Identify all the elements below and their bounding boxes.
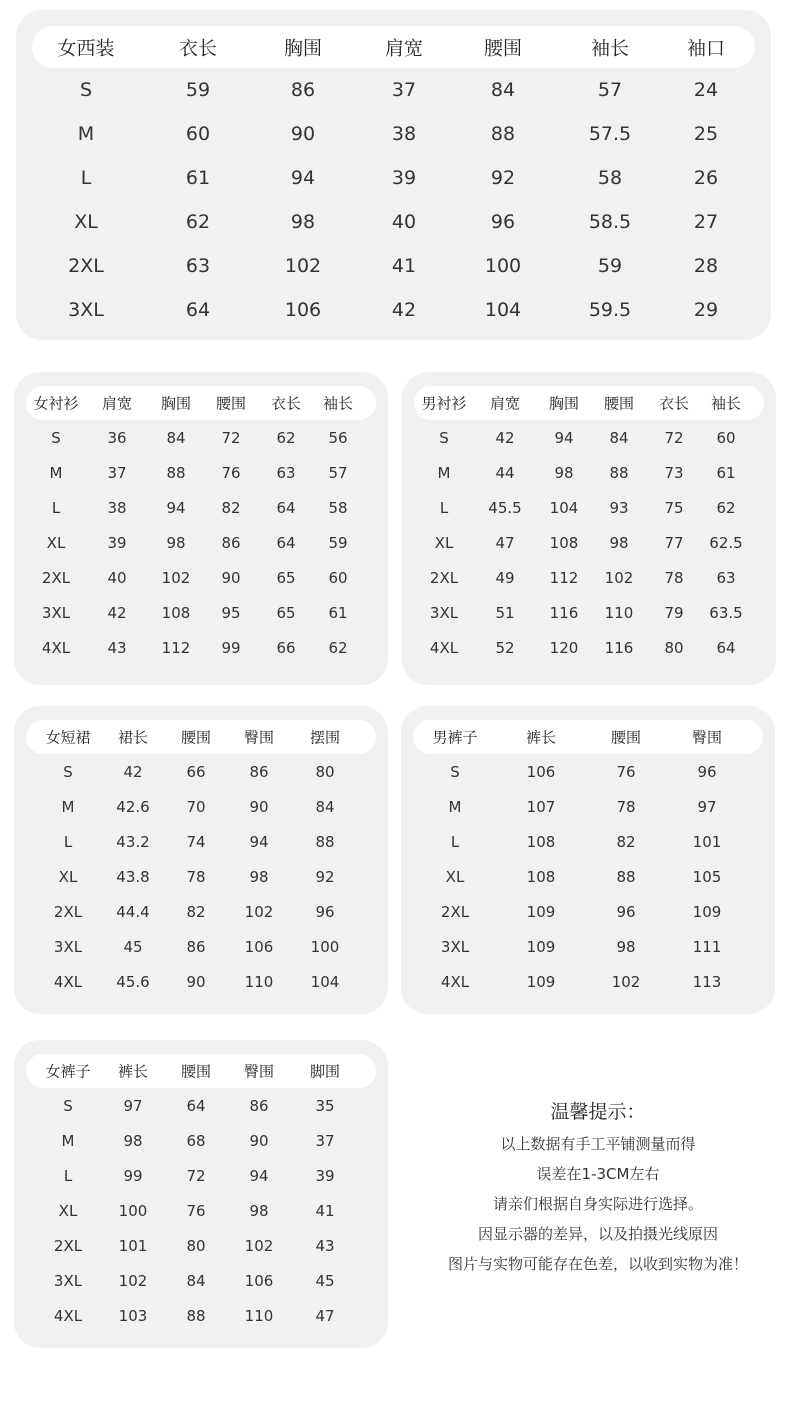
measurement-cell: 94 xyxy=(290,167,316,189)
size-label: M xyxy=(448,798,462,816)
measurement-cell: 70 xyxy=(186,798,206,816)
measurement-cell: 75 xyxy=(664,499,684,517)
measurement-cell: 106 xyxy=(244,1272,274,1290)
measurement-cell: 101 xyxy=(692,833,722,851)
header-cell: 衣长 xyxy=(658,394,690,413)
header-cell: 腰围 xyxy=(610,728,642,747)
measurement-cell: 84 xyxy=(490,79,516,101)
measurement-cell: 107 xyxy=(526,798,556,816)
size-label: L xyxy=(63,1167,73,1185)
header-cell: 女裤子 xyxy=(45,1062,91,1081)
header-cell: 脚围 xyxy=(309,1062,341,1081)
measurement-cell: 58 xyxy=(328,499,348,517)
measurement-cell: 108 xyxy=(526,833,556,851)
size-label: 3XL xyxy=(41,604,71,622)
measurement-cell: 73 xyxy=(664,464,684,482)
measurement-cell: 102 xyxy=(611,973,641,991)
header-cell: 男裤子 xyxy=(432,728,478,747)
header-cell: 女衬衫 xyxy=(33,394,79,413)
measurement-cell: 60 xyxy=(716,429,736,447)
measurement-cell: 110 xyxy=(244,1307,274,1325)
measurement-cell: 108 xyxy=(549,534,579,552)
measurement-cell: 51 xyxy=(495,604,515,622)
measurement-cell: 98 xyxy=(290,211,316,233)
measurement-cell: 59 xyxy=(185,79,211,101)
size-table-mens-pants xyxy=(401,706,775,1014)
measurement-cell: 99 xyxy=(123,1167,143,1185)
measurement-cell: 108 xyxy=(161,604,191,622)
measurement-cell: 93 xyxy=(609,499,629,517)
measurement-cell: 88 xyxy=(490,123,516,145)
measurement-cell: 116 xyxy=(604,639,634,657)
tips-line: 因显示器的差异，以及拍摄光线原因 xyxy=(477,1225,718,1243)
measurement-cell: 112 xyxy=(549,569,579,587)
header-cell: 裙长 xyxy=(117,728,149,747)
measurement-cell: 42 xyxy=(123,763,143,781)
header-cell: 袖长 xyxy=(590,37,630,60)
measurement-cell: 88 xyxy=(186,1307,206,1325)
measurement-cell: 61 xyxy=(716,464,736,482)
measurement-cell: 88 xyxy=(315,833,335,851)
measurement-cell: 110 xyxy=(244,973,274,991)
measurement-cell: 63 xyxy=(716,569,736,587)
measurement-cell: 109 xyxy=(692,903,722,921)
header-cell: 胸围 xyxy=(283,37,323,60)
measurement-cell: 86 xyxy=(249,1097,269,1115)
measurement-cell: 96 xyxy=(697,763,717,781)
warm-tips xyxy=(412,1095,784,1279)
measurement-cell: 104 xyxy=(484,299,522,321)
measurement-cell: 109 xyxy=(526,938,556,956)
measurement-cell: 98 xyxy=(249,1202,269,1220)
header-cell: 衣长 xyxy=(178,37,218,60)
measurement-cell: 43.2 xyxy=(116,833,150,851)
measurement-cell: 77 xyxy=(664,534,684,552)
measurement-cell: 36 xyxy=(107,429,127,447)
measurement-cell: 62 xyxy=(328,639,348,657)
measurement-cell: 58.5 xyxy=(588,211,632,233)
measurement-cell: 42 xyxy=(391,299,417,321)
measurement-cell: 94 xyxy=(249,1167,269,1185)
measurement-cell: 100 xyxy=(118,1202,148,1220)
measurement-cell: 65 xyxy=(276,604,296,622)
measurement-cell: 106 xyxy=(284,299,322,321)
measurement-cell: 88 xyxy=(609,464,629,482)
measurement-cell: 45.5 xyxy=(488,499,522,517)
size-label: 3XL xyxy=(53,938,83,956)
measurement-cell: 90 xyxy=(249,798,269,816)
measurement-cell: 35 xyxy=(315,1097,335,1115)
header-cell: 男衬衫 xyxy=(421,394,467,413)
measurement-cell: 25 xyxy=(693,123,719,145)
size-table-womens-shirt xyxy=(14,372,388,685)
size-label: 4XL xyxy=(440,973,470,991)
measurement-cell: 24 xyxy=(693,79,719,101)
measurement-cell: 84 xyxy=(186,1272,206,1290)
header-cell: 胸围 xyxy=(548,394,580,413)
measurement-cell: 76 xyxy=(616,763,636,781)
size-label: S xyxy=(51,429,61,447)
measurement-cell: 97 xyxy=(123,1097,143,1115)
measurement-cell: 90 xyxy=(221,569,241,587)
measurement-cell: 90 xyxy=(290,123,316,145)
size-label: S xyxy=(63,1097,73,1115)
size-table-womens-pants xyxy=(14,1040,388,1348)
measurement-cell: 72 xyxy=(221,429,241,447)
measurement-cell: 98 xyxy=(123,1132,143,1150)
size-label: M xyxy=(49,464,63,482)
measurement-cell: 104 xyxy=(549,499,579,517)
header-cell: 裤长 xyxy=(525,728,557,747)
size-label: 3XL xyxy=(53,1272,83,1290)
measurement-cell: 100 xyxy=(484,255,522,277)
header-cell: 臀围 xyxy=(243,728,275,747)
size-label: L xyxy=(439,499,449,517)
measurement-cell: 102 xyxy=(244,1237,274,1255)
measurement-cell: 94 xyxy=(249,833,269,851)
measurement-cell: 63 xyxy=(185,255,211,277)
size-label: 2XL xyxy=(68,255,104,277)
size-label: L xyxy=(63,833,73,851)
measurement-cell: 66 xyxy=(276,639,296,657)
measurement-cell: 102 xyxy=(244,903,274,921)
size-table-mens-shirt xyxy=(402,372,776,685)
measurement-cell: 49 xyxy=(495,569,515,587)
measurement-cell: 98 xyxy=(609,534,629,552)
size-label: M xyxy=(437,464,451,482)
measurement-cell: 94 xyxy=(166,499,186,517)
measurement-cell: 42 xyxy=(107,604,127,622)
header-cell: 腰围 xyxy=(603,394,635,413)
measurement-cell: 40 xyxy=(107,569,127,587)
measurement-cell: 42.6 xyxy=(116,798,150,816)
measurement-cell: 82 xyxy=(221,499,241,517)
measurement-cell: 84 xyxy=(315,798,335,816)
measurement-cell: 78 xyxy=(616,798,636,816)
tips-line: 误差在1-3CM左右 xyxy=(536,1165,660,1183)
measurement-cell: 28 xyxy=(693,255,719,277)
measurement-cell: 44 xyxy=(495,464,515,482)
measurement-cell: 64 xyxy=(276,534,296,552)
measurement-cell: 27 xyxy=(693,211,719,233)
header-cell: 肩宽 xyxy=(101,394,133,413)
size-label: 3XL xyxy=(68,299,104,321)
measurement-cell: 86 xyxy=(290,79,316,101)
measurement-cell: 68 xyxy=(186,1132,206,1150)
measurement-cell: 120 xyxy=(549,639,579,657)
size-label: M xyxy=(61,798,75,816)
measurement-cell: 62.5 xyxy=(709,534,743,552)
measurement-cell: 97 xyxy=(697,798,717,816)
size-label: M xyxy=(61,1132,75,1150)
measurement-cell: 99 xyxy=(221,639,241,657)
measurement-cell: 43 xyxy=(315,1237,335,1255)
measurement-cell: 78 xyxy=(664,569,684,587)
measurement-cell: 82 xyxy=(616,833,636,851)
measurement-cell: 106 xyxy=(244,938,274,956)
measurement-cell: 94 xyxy=(554,429,574,447)
measurement-cell: 64 xyxy=(185,299,211,321)
measurement-cell: 79 xyxy=(664,604,684,622)
measurement-cell: 45 xyxy=(123,938,143,956)
measurement-cell: 113 xyxy=(692,973,722,991)
measurement-cell: 88 xyxy=(616,868,636,886)
measurement-cell: 98 xyxy=(249,868,269,886)
size-label: 4XL xyxy=(53,1307,83,1325)
measurement-cell: 41 xyxy=(315,1202,335,1220)
measurement-cell: 101 xyxy=(118,1237,148,1255)
header-cell: 腰围 xyxy=(180,1062,212,1081)
measurement-cell: 47 xyxy=(315,1307,335,1325)
measurement-cell: 102 xyxy=(118,1272,148,1290)
measurement-cell: 96 xyxy=(315,903,335,921)
size-label: L xyxy=(51,499,61,517)
measurement-cell: 40 xyxy=(391,211,417,233)
measurement-cell: 37 xyxy=(107,464,127,482)
size-label: 4XL xyxy=(41,639,71,657)
tips-line: 请亲们根据自身实际进行选择。 xyxy=(492,1195,703,1213)
measurement-cell: 44.4 xyxy=(116,903,150,921)
measurement-cell: 108 xyxy=(526,868,556,886)
measurement-cell: 80 xyxy=(186,1237,206,1255)
measurement-cell: 63 xyxy=(276,464,296,482)
measurement-cell: 57 xyxy=(328,464,348,482)
measurement-cell: 39 xyxy=(315,1167,335,1185)
measurement-cell: 56 xyxy=(328,429,348,447)
measurement-cell: 96 xyxy=(490,211,516,233)
measurement-cell: 102 xyxy=(604,569,634,587)
size-label: XL xyxy=(74,211,98,233)
measurement-cell: 90 xyxy=(249,1132,269,1150)
measurement-cell: 37 xyxy=(315,1132,335,1150)
measurement-cell: 90 xyxy=(186,973,206,991)
size-label: 4XL xyxy=(53,973,83,991)
header-cell: 衣长 xyxy=(270,394,302,413)
measurement-cell: 78 xyxy=(186,868,206,886)
size-label: XL xyxy=(434,534,454,552)
header-cell: 女短裙 xyxy=(45,728,91,747)
measurement-cell: 38 xyxy=(391,123,417,145)
size-label: S xyxy=(450,763,460,781)
measurement-cell: 105 xyxy=(692,868,722,886)
header-cell: 腰围 xyxy=(483,37,523,60)
measurement-cell: 92 xyxy=(490,167,516,189)
header-cell: 肩宽 xyxy=(384,37,424,60)
measurement-cell: 64 xyxy=(716,639,736,657)
measurement-cell: 39 xyxy=(107,534,127,552)
header-cell: 腰围 xyxy=(215,394,247,413)
size-label: XL xyxy=(46,534,66,552)
measurement-cell: 63.5 xyxy=(709,604,743,622)
size-label: 4XL xyxy=(429,639,459,657)
measurement-cell: 98 xyxy=(166,534,186,552)
measurement-cell: 57.5 xyxy=(588,123,632,145)
size-label: S xyxy=(79,79,93,101)
measurement-cell: 86 xyxy=(221,534,241,552)
size-label: S xyxy=(63,763,73,781)
measurement-cell: 72 xyxy=(664,429,684,447)
measurement-cell: 96 xyxy=(616,903,636,921)
header-cell: 臀围 xyxy=(691,728,723,747)
header-cell: 裤长 xyxy=(117,1062,149,1081)
measurement-cell: 43.8 xyxy=(116,868,150,886)
measurement-cell: 45 xyxy=(315,1272,335,1290)
measurement-cell: 102 xyxy=(284,255,322,277)
measurement-cell: 86 xyxy=(249,763,269,781)
measurement-cell: 80 xyxy=(664,639,684,657)
size-table-womens-suit xyxy=(16,10,771,340)
measurement-cell: 88 xyxy=(166,464,186,482)
measurement-cell: 104 xyxy=(310,973,340,991)
measurement-cell: 102 xyxy=(161,569,191,587)
measurement-cell: 47 xyxy=(495,534,515,552)
measurement-cell: 92 xyxy=(315,868,335,886)
measurement-cell: 37 xyxy=(391,79,417,101)
measurement-cell: 59 xyxy=(597,255,623,277)
measurement-cell: 61 xyxy=(185,167,211,189)
measurement-cell: 100 xyxy=(310,938,340,956)
measurement-cell: 112 xyxy=(161,639,191,657)
measurement-cell: 116 xyxy=(549,604,579,622)
measurement-cell: 111 xyxy=(692,938,722,956)
measurement-cell: 52 xyxy=(495,639,515,657)
measurement-cell: 64 xyxy=(186,1097,206,1115)
size-label: M xyxy=(77,123,95,145)
tips-line: 图片与实物可能存在色差，以收到实物为准！ xyxy=(447,1255,748,1273)
measurement-cell: 57 xyxy=(597,79,623,101)
size-label: L xyxy=(80,167,92,189)
measurement-cell: 43 xyxy=(107,639,127,657)
size-label: 2XL xyxy=(41,569,71,587)
header-cell: 胸围 xyxy=(160,394,192,413)
measurement-cell: 59 xyxy=(328,534,348,552)
size-label: XL xyxy=(445,868,465,886)
measurement-cell: 74 xyxy=(186,833,206,851)
header-cell: 臀围 xyxy=(243,1062,275,1081)
header-cell: 女西装 xyxy=(57,37,115,60)
measurement-cell: 62 xyxy=(276,429,296,447)
measurement-cell: 95 xyxy=(221,604,241,622)
measurement-cell: 60 xyxy=(185,123,211,145)
measurement-cell: 66 xyxy=(186,763,206,781)
measurement-cell: 45.6 xyxy=(116,973,150,991)
size-label: 2XL xyxy=(53,903,83,921)
size-label: 3XL xyxy=(429,604,459,622)
measurement-cell: 62 xyxy=(185,211,211,233)
size-label: 2XL xyxy=(53,1237,83,1255)
header-cell: 袖口 xyxy=(686,37,726,60)
header-cell: 袖长 xyxy=(710,394,742,413)
header-cell: 腰围 xyxy=(180,728,212,747)
size-label: 2XL xyxy=(440,903,470,921)
size-label: L xyxy=(450,833,460,851)
size-label: XL xyxy=(58,868,78,886)
measurement-cell: 80 xyxy=(315,763,335,781)
measurement-cell: 72 xyxy=(186,1167,206,1185)
measurement-cell: 62 xyxy=(716,499,736,517)
measurement-cell: 98 xyxy=(554,464,574,482)
measurement-cell: 65 xyxy=(276,569,296,587)
measurement-cell: 39 xyxy=(391,167,417,189)
measurement-cell: 76 xyxy=(221,464,241,482)
measurement-cell: 110 xyxy=(604,604,634,622)
header-cell: 摆围 xyxy=(309,728,341,747)
measurement-cell: 26 xyxy=(693,167,719,189)
measurement-cell: 38 xyxy=(107,499,127,517)
measurement-cell: 61 xyxy=(328,604,348,622)
tips-line: 以上数据有手工平铺测量而得 xyxy=(500,1135,696,1153)
measurement-cell: 64 xyxy=(276,499,296,517)
size-label: S xyxy=(439,429,449,447)
measurement-cell: 82 xyxy=(186,903,206,921)
measurement-cell: 59.5 xyxy=(588,299,632,321)
measurement-cell: 58 xyxy=(597,167,623,189)
measurement-cell: 60 xyxy=(328,569,348,587)
header-cell: 袖长 xyxy=(322,394,354,413)
measurement-cell: 84 xyxy=(166,429,186,447)
size-table-womens-skirt xyxy=(14,706,388,1014)
size-label: 3XL xyxy=(440,938,470,956)
measurement-cell: 103 xyxy=(118,1307,148,1325)
measurement-cell: 98 xyxy=(616,938,636,956)
header-cell: 肩宽 xyxy=(489,394,521,413)
measurement-cell: 106 xyxy=(526,763,556,781)
measurement-cell: 41 xyxy=(391,255,417,277)
measurement-cell: 86 xyxy=(186,938,206,956)
measurement-cell: 109 xyxy=(526,973,556,991)
measurement-cell: 42 xyxy=(495,429,515,447)
measurement-cell: 109 xyxy=(526,903,556,921)
measurement-cell: 84 xyxy=(609,429,629,447)
size-label: 2XL xyxy=(429,569,459,587)
size-label: XL xyxy=(58,1202,78,1220)
measurement-cell: 76 xyxy=(186,1202,206,1220)
tips-title: 温馨提示： xyxy=(550,1101,646,1123)
measurement-cell: 29 xyxy=(693,299,719,321)
